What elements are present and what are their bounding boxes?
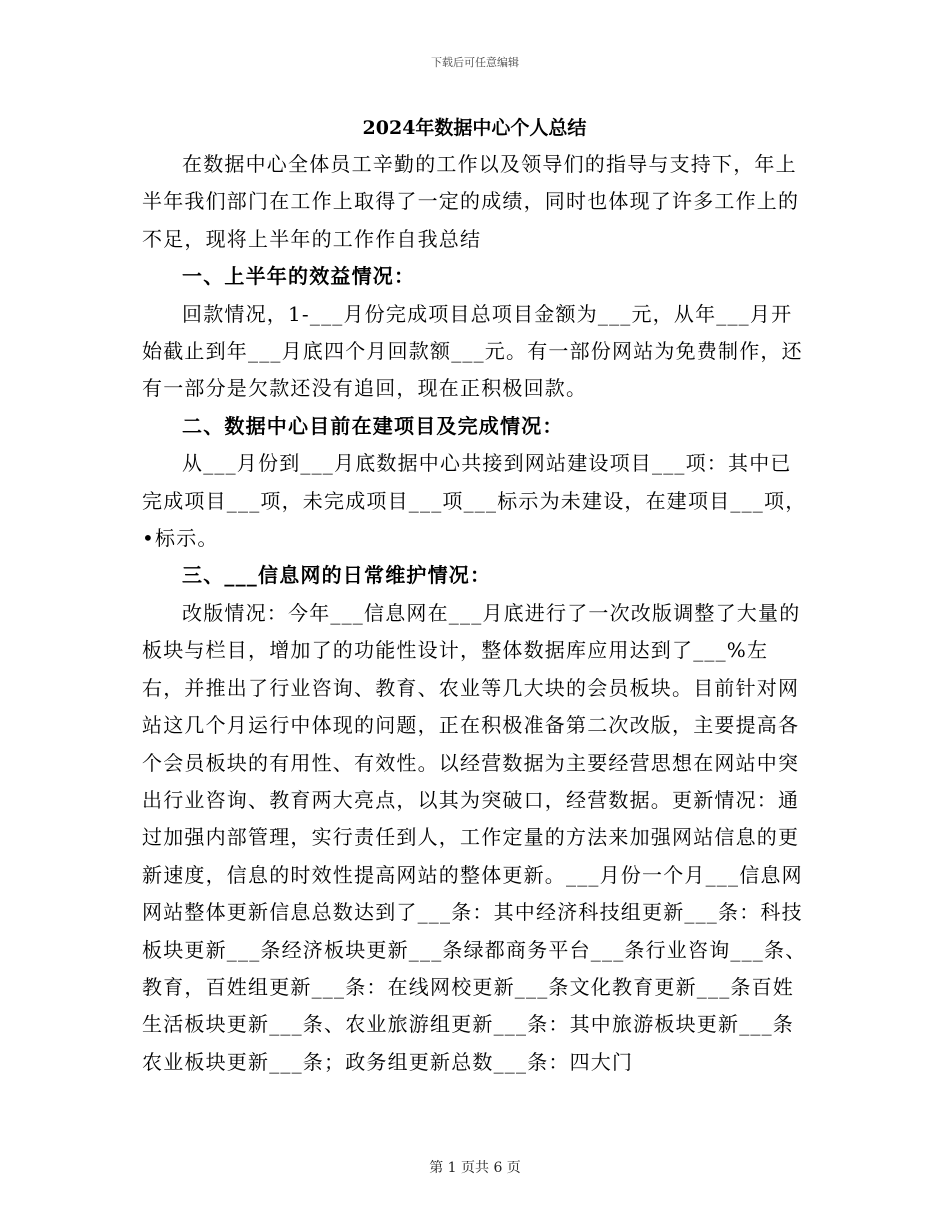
section-1-heading: 一、上半年的效益情况： [182, 264, 416, 289]
section-3-heading: 三、___信息网的日常维护情况： [182, 563, 492, 588]
document-body [142, 112, 807, 1081]
page-header: 下载后可任意编辑 [431, 56, 519, 69]
section-3-body: 改版情况：今年___信息网在___月底进行了一次改版调整了大量的板块与栏目，增加了的功能性设计，整体数据库应用达到了___%左右，并推出了行业咨询、教育、农业等几大块的会员板块。目前针对网站这几个月运行中体现的问题，正在积极准备第二次改版，主要提高各个会员板块的有用性、有效性。以经营数据为主要经营思想在网站中突出行业咨询、教育两大亮点，以其为突破口，经营数据。更新情况：通过加强内部管理，实行责任到人，工作定量的方法来加强网站信息的更新速度，信息的时效性提高网站的整体更新。___月份一个月___信息网网站整体更新信息总数达到了___条：其中经济科技组更新___条：科技板块更新___条经济板块更新___条绿都商务平台___条行业咨询___条、教育，百姓组更新___条：在线网校更新___条文化教育更新___条百姓生活板块更新___条、农业旅游组更新___条：其中旅游板块更新___条农业板块更新___条；政务组更新总数___条：四大门 [142, 600, 807, 1074]
intro-paragraph: 在数据中心全体员工辛勤的工作以及领导们的指导与支持下，年上半年我们部门在工作上取得了一定的成绩，同时也体现了许多工作上的不足，现将上半年的工作作自我总结 [142, 152, 800, 251]
section-2-body: 从___月份到___月底数据中心共接到网站建设项目___项：其中已完成项目___项，未完成项目___项___标示为未建设，在建项目___项，•标示。 [142, 451, 807, 551]
section-1-body: 回款情况，1-___月份完成项目总项目金额为___元，从年___月开始截止到年___月底四个月回款额___元。有一部份网站为免费制作，还有一部分是欠款还没有追回，现在正积极回款。 [142, 301, 803, 401]
section-2-heading: 二、数据中心目前在建项目及完成情况： [182, 413, 564, 438]
page-footer: 第 1 页共 6 页 [429, 1160, 521, 1176]
document-title: 2024年数据中心个人总结 [362, 117, 587, 139]
